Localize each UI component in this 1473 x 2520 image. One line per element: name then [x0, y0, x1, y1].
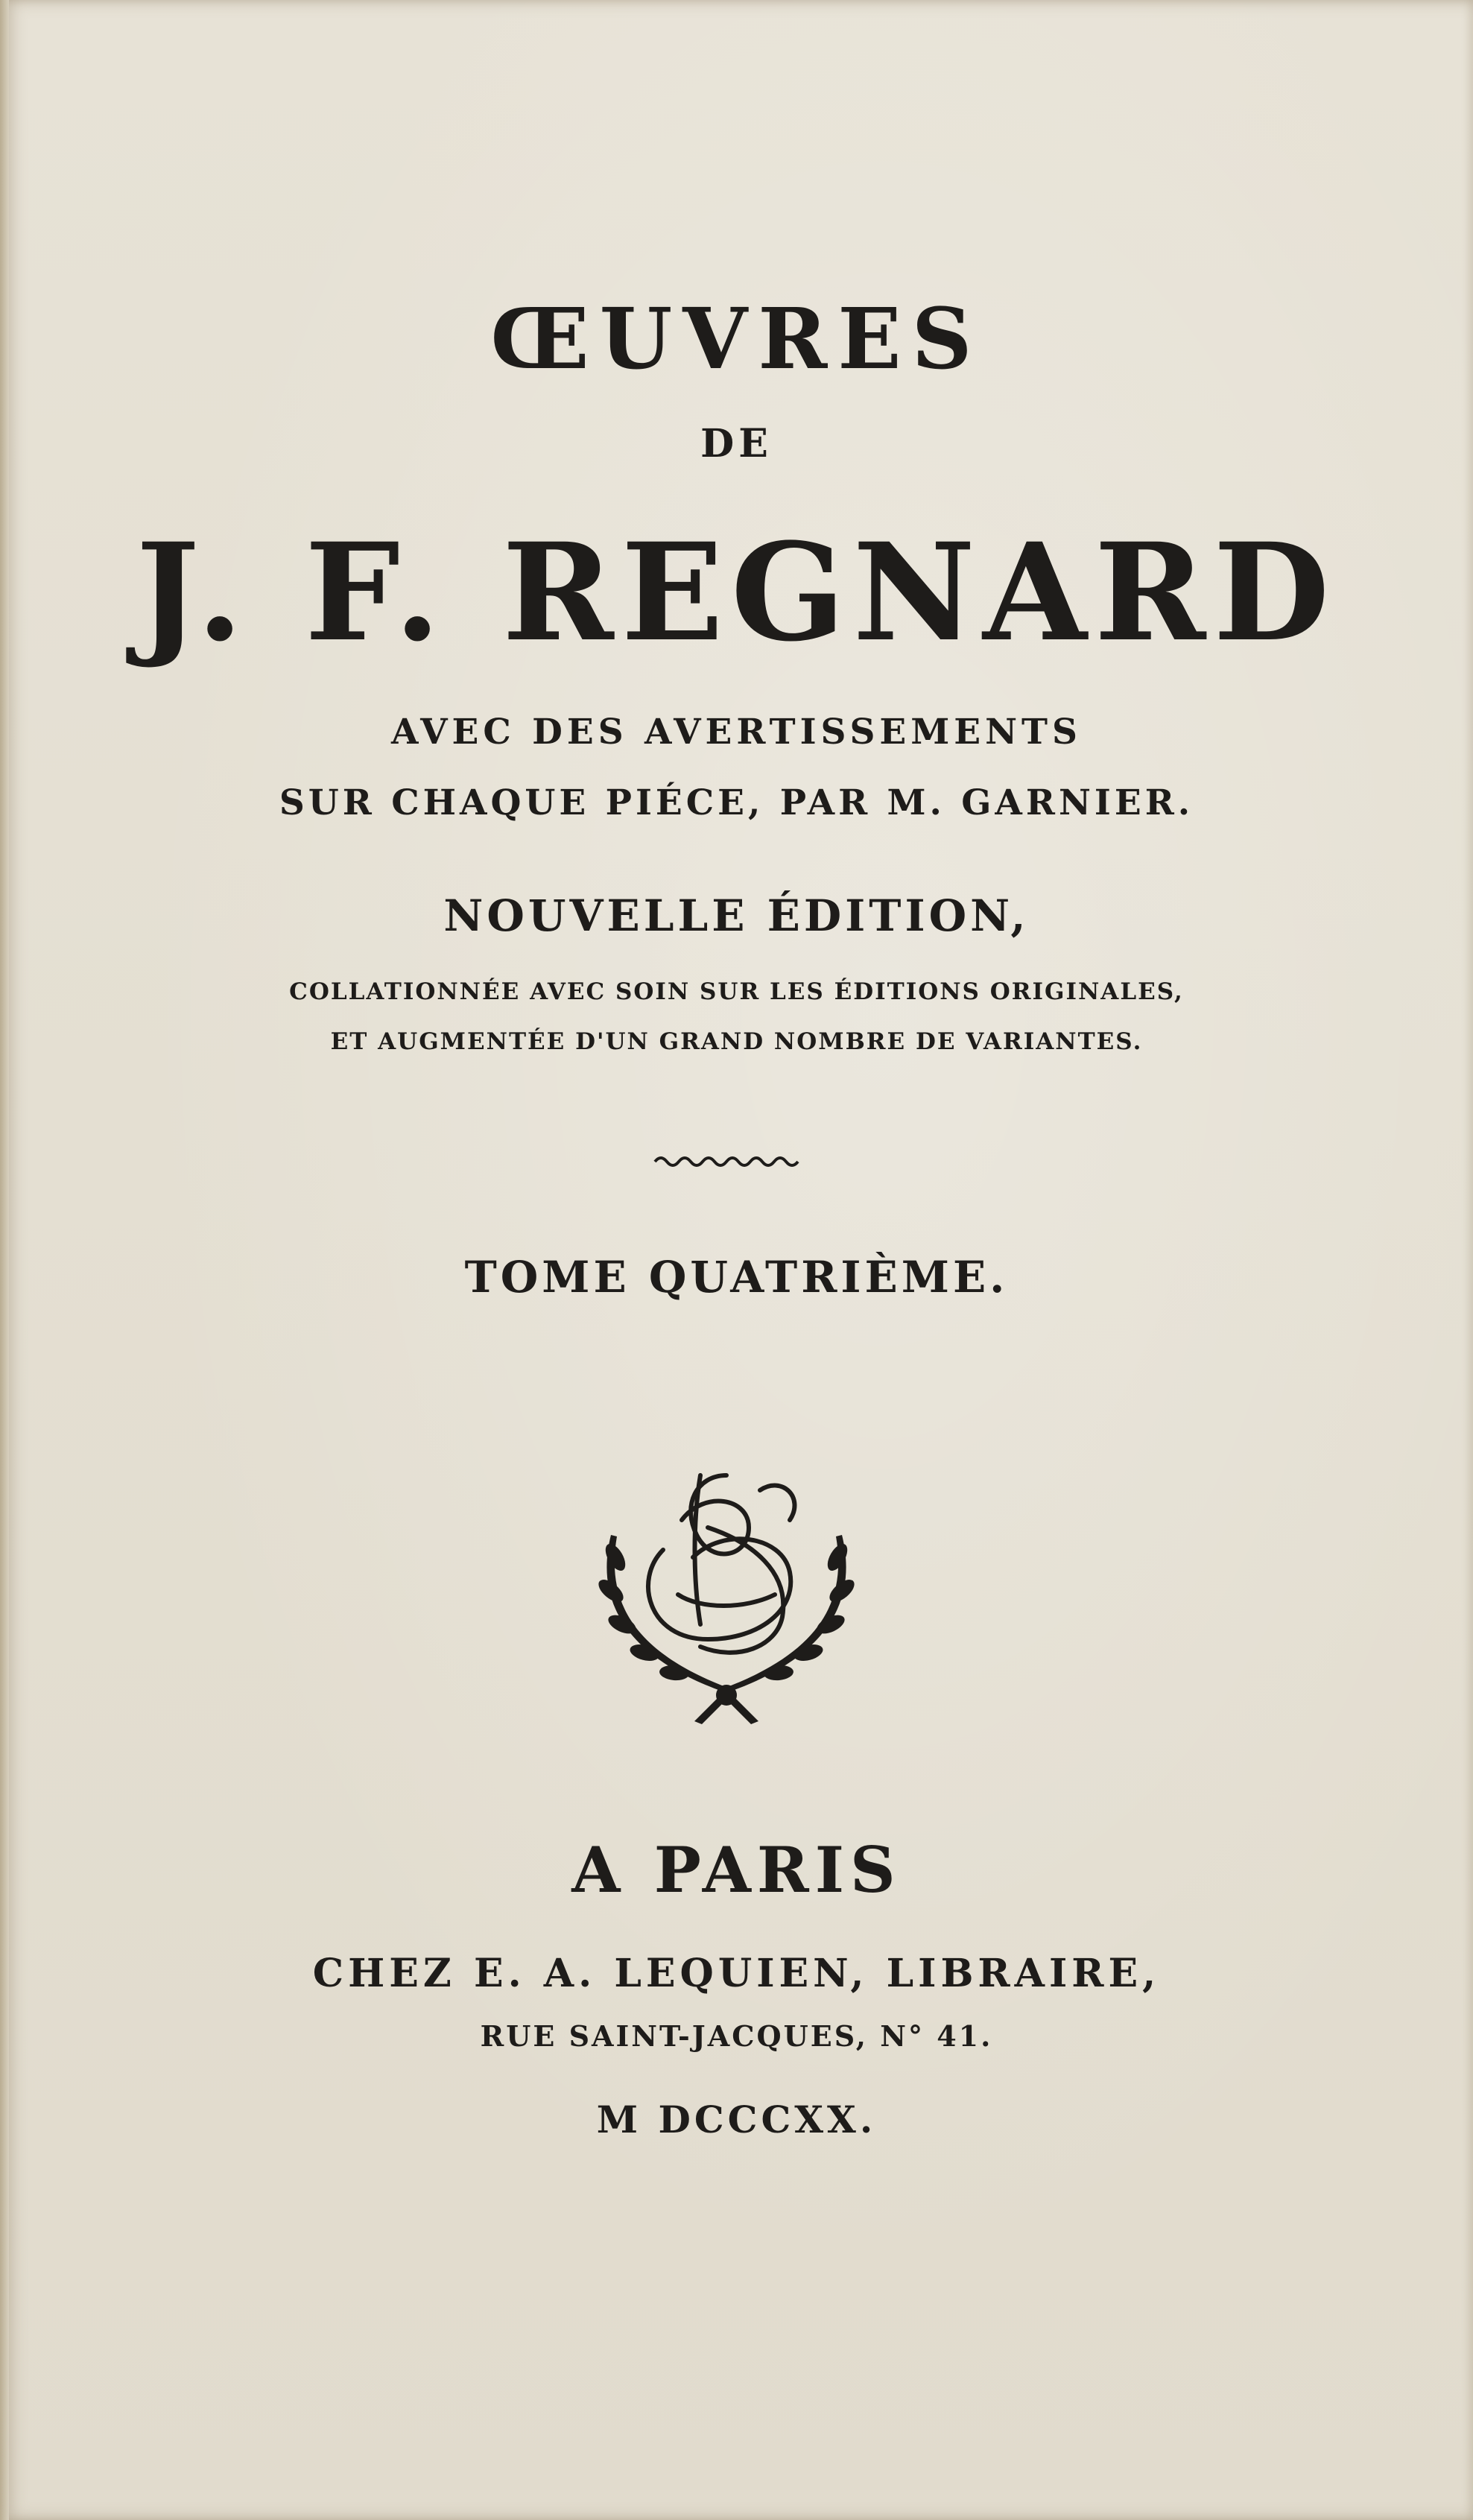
title-de: DE [700, 421, 773, 466]
monogram-wreath-icon [589, 1446, 864, 1729]
imprint-publisher: CHEZ E. A. LEQUIEN, LIBRAIRE, [312, 1951, 1161, 1996]
imprint-year: M DCCCXX. [596, 2098, 877, 2141]
author-name: J. F. REGNARD [136, 514, 1337, 671]
edition-note-1: COLLATIONNÉE AVEC SOIN SUR LES ÉDITIONS ORIGINALES, [289, 978, 1184, 1005]
wavy-rule-icon [652, 1151, 801, 1169]
imprint-place: A PARIS [571, 1833, 902, 1907]
imprint-address: RUE SAINT-JACQUES, N° 41. [480, 2019, 993, 2053]
edition-note-2: ET AUGMENTÉE D'UN GRAND NOMBRE DE VARIANTES. [330, 1028, 1143, 1055]
edition-label: NOUVELLE ÉDITION, [443, 890, 1030, 941]
subtitle-sur: SUR CHAQUE PIÉCE, PAR M. GARNIER. [279, 782, 1194, 823]
volume-label: TOME QUATRIÈME. [464, 1252, 1009, 1302]
title-oeuvres: ŒUVRES [490, 291, 983, 388]
subtitle-avec: AVEC DES AVERTISSEMENTS [391, 712, 1082, 753]
